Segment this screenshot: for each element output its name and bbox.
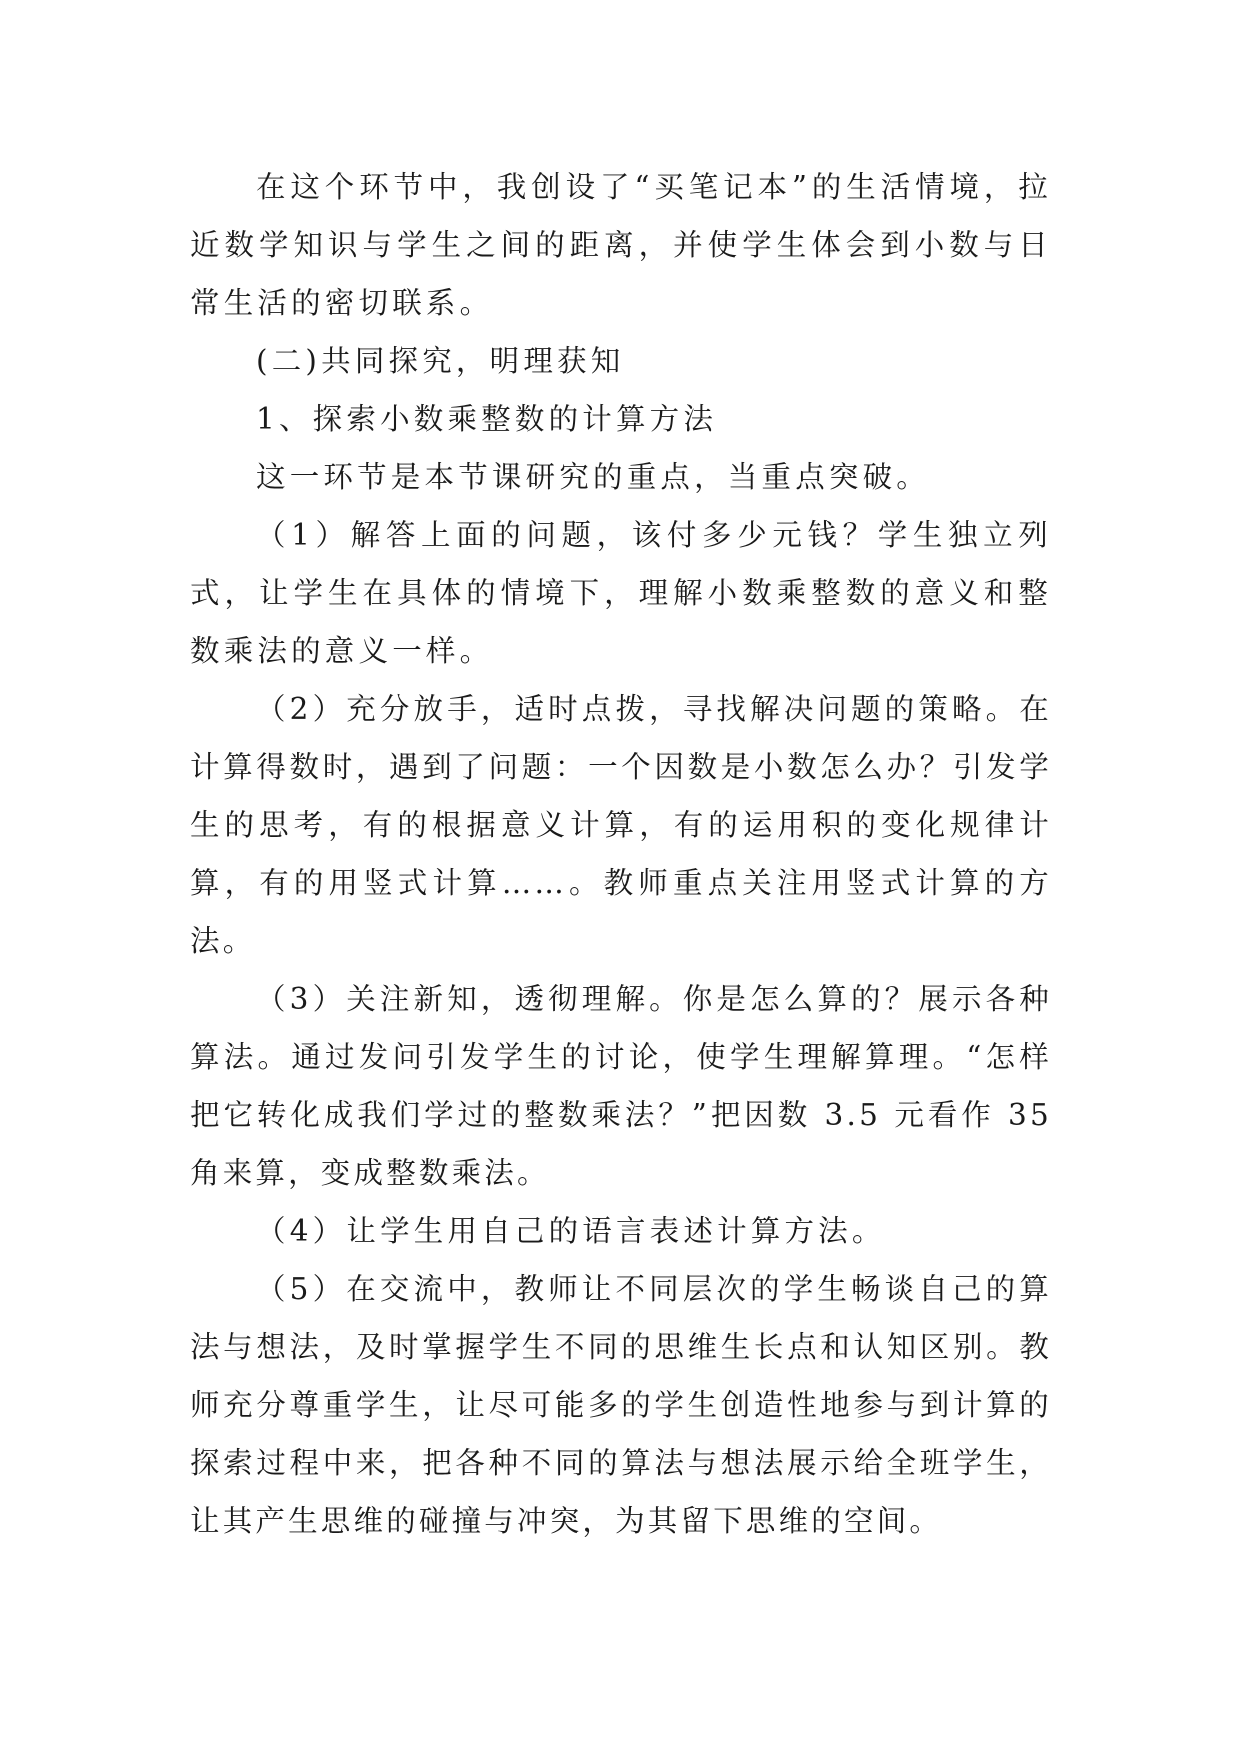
paragraph-intro-reflection: 在这个环节中，我创设了“买笔记本”的生活情境，拉近数学知识与学生之间的距离，并使学生体会到小数与日常生活的密切联系。	[190, 170, 1052, 320]
section-heading-explore: (二)共同探究，明理获知	[256, 344, 625, 378]
paragraph-key-point: 这一环节是本节课研究的重点，当重点突破。	[256, 460, 931, 494]
paragraph-step-1: （1）解答上面的问题，该付多少元钱？学生独立列式，让学生在具体的情境下，理解小数乘整数的意义和整数乘法的意义一样。	[190, 518, 1052, 668]
paragraph-step-3: （3）关注新知，透彻理解。你是怎么算的？展示各种算法。通过发问引发学生的讨论，使学生理解算理。“怎样把它转化成我们学过的整数乘法？”把因数 3.5 元看作 35 角来算，变成整数乘法。	[190, 982, 1052, 1190]
paragraph-step-5: （5）在交流中，教师让不同层次的学生畅谈自己的算法与想法，及时掌握学生不同的思维生长点和认知区别。教师充分尊重学生，让尽可能多的学生创造性地参与到计算的探索过程中来，把各种不同的算法与想法展示给全班学生，让其产生思维的碰撞与冲突，为其留下思维的空间。	[190, 1272, 1052, 1538]
subsection-heading-method: 1、探索小数乘整数的计算方法	[256, 402, 718, 436]
paragraph-step-4: （4）让学生用自己的语言表述计算方法。	[256, 1214, 886, 1248]
paragraph-step-2: （2）充分放手，适时点拨，寻找解决问题的策略。在计算得数时，遇到了问题：一个因数是小数怎么办？引发学生的思考，有的根据意义计算，有的运用积的变化规律计算，有的用竖式计算……。教师重点关注用竖式计算的方法。	[190, 692, 1052, 958]
document-body	[190, 158, 1052, 1550]
